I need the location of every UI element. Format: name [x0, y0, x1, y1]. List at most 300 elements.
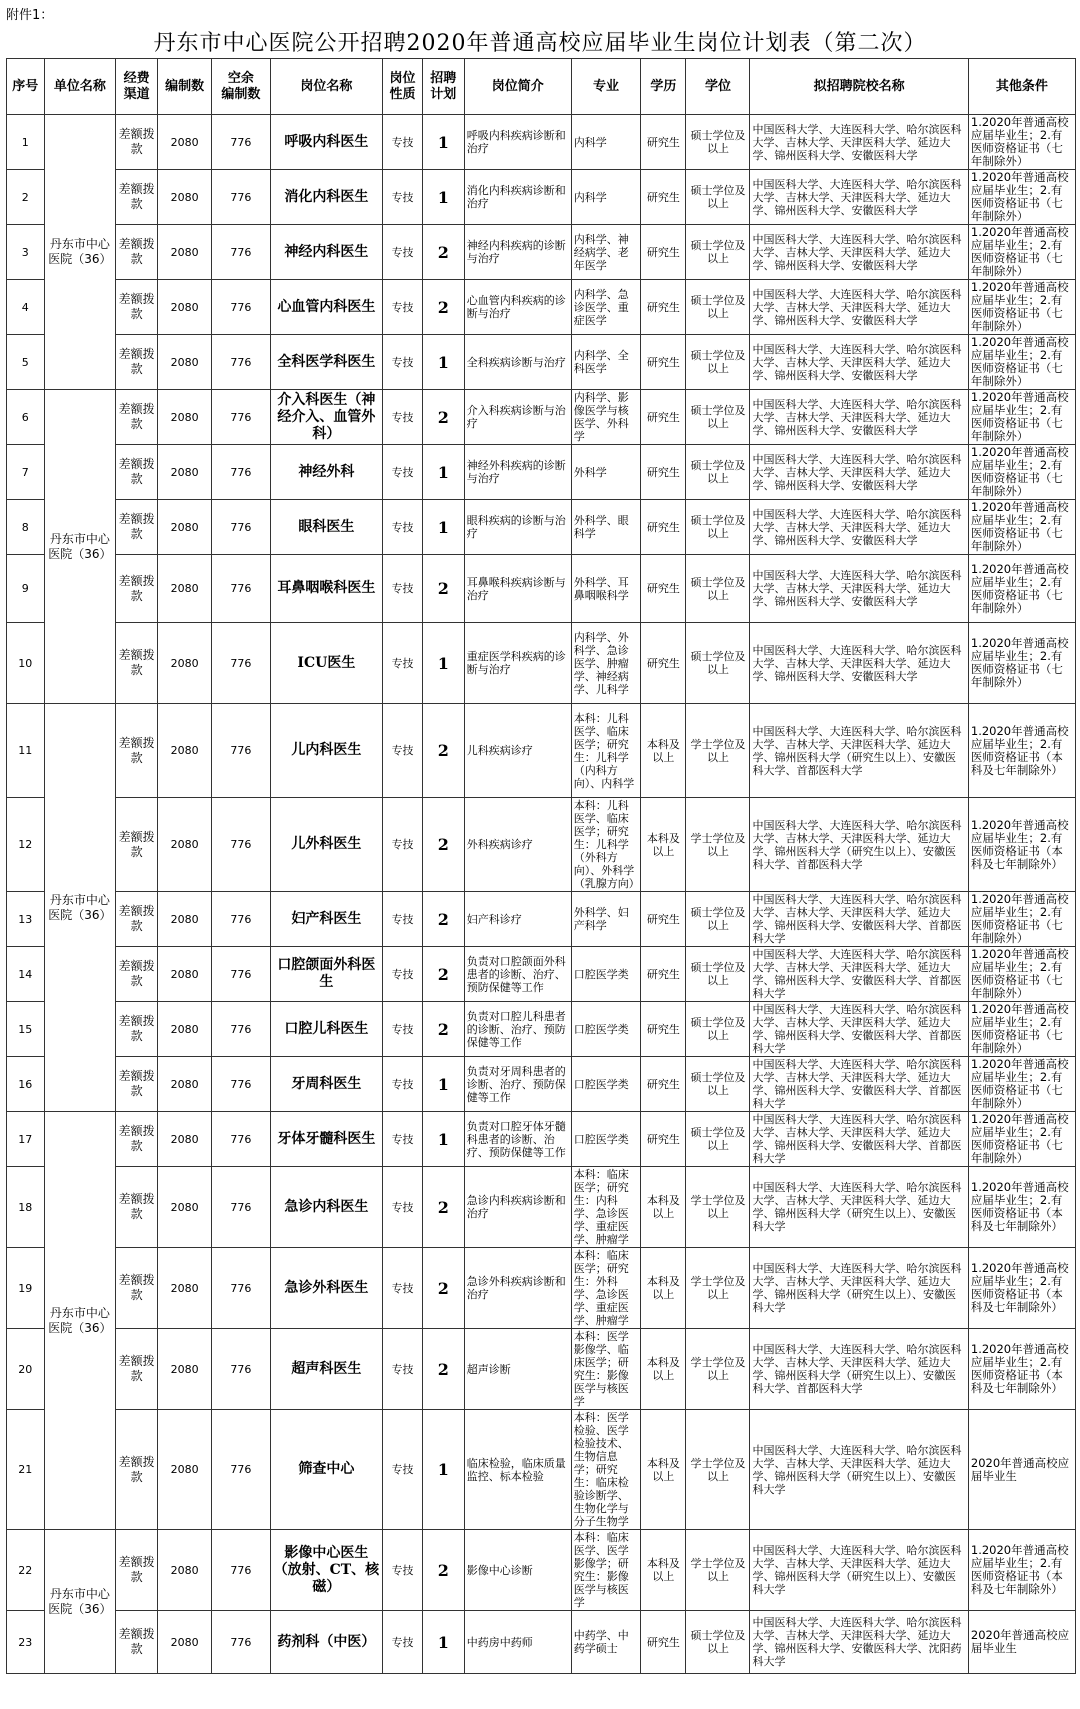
table-row — [7, 225, 1076, 280]
row-number: 11 — [7, 704, 45, 798]
vacant-quota: 776 — [212, 1112, 270, 1167]
row-number: 13 — [7, 892, 45, 947]
target-schools: 中国医科大学、大连医科大学、哈尔滨医科大学、吉林大学、天津医科大学、延边大学、锦州医科大学、安徽医科大学 — [750, 623, 968, 704]
header-fund: 经费 渠道 — [116, 59, 158, 115]
row-number: 19 — [7, 1248, 45, 1329]
staff-quota: 2080 — [158, 947, 212, 1002]
education: 研究生 — [641, 170, 686, 225]
degree: 硕士学位及以上 — [686, 892, 750, 947]
unit-name: 丹东市中心医院（36） — [44, 115, 116, 390]
vacant-quota: 776 — [212, 170, 270, 225]
position-description: 急诊外科疾病诊断和治疗 — [464, 1248, 571, 1329]
hiring-count: 2 — [422, 555, 464, 623]
other-conditions: 1.2020年普通高校应届毕业生；2.有医师资格证书（七年制除外） — [968, 1002, 1075, 1057]
row-number: 20 — [7, 1329, 45, 1410]
major: 口腔医学类 — [571, 1112, 641, 1167]
row-number: 3 — [7, 225, 45, 280]
staff-quota: 2080 — [158, 1329, 212, 1410]
position-name: 消化内科医生 — [270, 170, 383, 225]
position-description: 临床检验，临床质量监控、标本检验 — [464, 1410, 571, 1530]
vacant-quota: 776 — [212, 335, 270, 390]
hiring-count: 2 — [422, 1329, 464, 1410]
staff-quota: 2080 — [158, 115, 212, 170]
other-conditions: 1.2020年普通高校应届毕业生；2.有医师资格证书（七年制除外） — [968, 555, 1075, 623]
target-schools: 中国医科大学、大连医科大学、哈尔滨医科大学、吉林大学、天津医科大学、延边大学、锦州医科大学、安徽医科大学 — [750, 445, 968, 500]
position-name: 急诊外科医生 — [270, 1248, 383, 1329]
vacant-quota: 776 — [212, 225, 270, 280]
funding-channel: 差额拨款 — [116, 1611, 158, 1674]
funding-channel: 差额拨款 — [116, 280, 158, 335]
position-nature: 专技 — [383, 1112, 423, 1167]
position-nature: 专技 — [383, 892, 423, 947]
table-row — [7, 1530, 1076, 1611]
position-description: 中药房中药师 — [464, 1611, 571, 1674]
major: 口腔医学类 — [571, 1002, 641, 1057]
position-nature: 专技 — [383, 704, 423, 798]
position-description: 呼吸内科疾病诊断和治疗 — [464, 115, 571, 170]
hiring-count: 1 — [422, 1611, 464, 1674]
other-conditions: 1.2020年普通高校应届毕业生；2.有医师资格证书（七年制除外） — [968, 500, 1075, 555]
header-quota: 编制数 — [158, 59, 212, 115]
vacant-quota: 776 — [212, 390, 270, 445]
position-nature: 专技 — [383, 170, 423, 225]
degree: 硕士学位及以上 — [686, 445, 750, 500]
major: 口腔医学类 — [571, 947, 641, 1002]
staff-quota: 2080 — [158, 1611, 212, 1674]
position-description: 介入科疾病诊断与治疗 — [464, 390, 571, 445]
education: 研究生 — [641, 115, 686, 170]
staff-quota: 2080 — [158, 798, 212, 892]
position-description: 负责对口腔儿科患者的诊断、治疗、预防保健等工作 — [464, 1002, 571, 1057]
other-conditions: 1.2020年普通高校应届毕业生；2.有医师资格证书（本科及七年制除外） — [968, 1530, 1075, 1611]
funding-channel: 差额拨款 — [116, 170, 158, 225]
target-schools: 中国医科大学、大连医科大学、哈尔滨医科大学、吉林大学、天津医科大学、延边大学、锦州医科大学、安徽医科大学、首都医科大学 — [750, 1002, 968, 1057]
position-name: 牙周科医生 — [270, 1057, 383, 1112]
position-name: 儿外科医生 — [270, 798, 383, 892]
funding-channel: 差额拨款 — [116, 1057, 158, 1112]
table-row — [7, 1410, 1076, 1530]
vacant-quota: 776 — [212, 500, 270, 555]
target-schools: 中国医科大学、大连医科大学、哈尔滨医科大学、吉林大学、天津医科大学、延边大学、锦州医科大学、安徽医科大学 — [750, 280, 968, 335]
funding-channel: 差额拨款 — [116, 892, 158, 947]
header-degree: 学位 — [686, 59, 750, 115]
position-description: 儿科疾病诊疗 — [464, 704, 571, 798]
funding-channel: 差额拨款 — [116, 1410, 158, 1530]
education: 研究生 — [641, 555, 686, 623]
position-nature: 专技 — [383, 500, 423, 555]
target-schools: 中国医科大学、大连医科大学、哈尔滨医科大学、吉林大学、天津医科大学、延边大学、锦州医科大学（研究生以上）、安徽医科大学 — [750, 1530, 968, 1611]
position-nature: 专技 — [383, 555, 423, 623]
major: 内科学、外科学、急诊医学、肿瘤学、神经病学、儿科学 — [571, 623, 641, 704]
other-conditions: 1.2020年普通高校应届毕业生；2.有医师资格证书（七年制除外） — [968, 225, 1075, 280]
funding-channel: 差额拨款 — [116, 225, 158, 280]
vacant-quota: 776 — [212, 947, 270, 1002]
header-vacant: 空余 编制数 — [212, 59, 270, 115]
row-number: 10 — [7, 623, 45, 704]
target-schools: 中国医科大学、大连医科大学、哈尔滨医科大学、吉林大学、天津医科大学、延边大学、锦州医科大学、安徽医科大学、首都医科大学 — [750, 892, 968, 947]
major: 本科：医学检验、医学检验技术、生物信息学；研究生：临床检验诊断学、生物化学与分子生物学 — [571, 1410, 641, 1530]
row-number: 17 — [7, 1112, 45, 1167]
position-name: 药剂科（中医） — [270, 1611, 383, 1674]
table-row — [7, 892, 1076, 947]
table-row — [7, 170, 1076, 225]
education: 本科及以上 — [641, 1329, 686, 1410]
header-desc: 岗位简介 — [464, 59, 571, 115]
other-conditions: 2020年普通高校应届毕业生 — [968, 1410, 1075, 1530]
major: 本科：临床医学、医学影像学；研究生：影像医学与核医学 — [571, 1530, 641, 1611]
table-row — [7, 1248, 1076, 1329]
vacant-quota: 776 — [212, 1611, 270, 1674]
position-description: 负责对口腔颌面外科患者的诊断、治疗、预防保健等工作 — [464, 947, 571, 1002]
position-name: 神经内科医生 — [270, 225, 383, 280]
funding-channel: 差额拨款 — [116, 1329, 158, 1410]
position-description: 妇产科诊疗 — [464, 892, 571, 947]
attachment-label: 附件1： — [6, 8, 54, 23]
degree: 学士学位及以上 — [686, 1329, 750, 1410]
education: 研究生 — [641, 280, 686, 335]
header-schools: 拟招聘院校名称 — [750, 59, 968, 115]
degree: 硕士学位及以上 — [686, 225, 750, 280]
target-schools: 中国医科大学、大连医科大学、哈尔滨医科大学、吉林大学、天津医科大学、延边大学、锦州医科大学、安徽医科大学 — [750, 170, 968, 225]
target-schools: 中国医科大学、大连医科大学、哈尔滨医科大学、吉林大学、天津医科大学、延边大学、锦州医科大学（研究生以上）、安徽医科大学、首都医科大学 — [750, 704, 968, 798]
table-row — [7, 1057, 1076, 1112]
vacant-quota: 776 — [212, 704, 270, 798]
vacant-quota: 776 — [212, 1002, 270, 1057]
degree: 硕士学位及以上 — [686, 1611, 750, 1674]
row-number: 12 — [7, 798, 45, 892]
header-position: 岗位名称 — [270, 59, 383, 115]
position-nature: 专技 — [383, 225, 423, 280]
vacant-quota: 776 — [212, 1057, 270, 1112]
major: 本科：临床医学；研究生：内科学、急诊医学、重症医学、肿瘤学 — [571, 1167, 641, 1248]
degree: 硕士学位及以上 — [686, 170, 750, 225]
major: 中药学、中药学硕士 — [571, 1611, 641, 1674]
table-row — [7, 1112, 1076, 1167]
position-nature: 专技 — [383, 1002, 423, 1057]
position-description: 神经内科疾病的诊断与治疗 — [464, 225, 571, 280]
target-schools: 中国医科大学、大连医科大学、哈尔滨医科大学、吉林大学、天津医科大学、延边大学、锦州医科大学（研究生以上）、安徽医科大学 — [750, 1410, 968, 1530]
major: 外科学 — [571, 445, 641, 500]
recruitment-plan-table — [6, 58, 1076, 1674]
header-plan: 招聘 计划 — [422, 59, 464, 115]
hiring-count: 2 — [422, 390, 464, 445]
position-name: 眼科医生 — [270, 500, 383, 555]
target-schools: 中国医科大学、大连医科大学、哈尔滨医科大学、吉林大学、天津医科大学、延边大学、锦州医科大学、安徽医科大学 — [750, 555, 968, 623]
staff-quota: 2080 — [158, 704, 212, 798]
degree: 学士学位及以上 — [686, 1248, 750, 1329]
table-header-row — [7, 59, 1076, 115]
table-row — [7, 623, 1076, 704]
funding-channel: 差额拨款 — [116, 445, 158, 500]
header-unit: 单位名称 — [44, 59, 116, 115]
education: 研究生 — [641, 445, 686, 500]
position-nature: 专技 — [383, 335, 423, 390]
position-description: 眼科疾病的诊断与治疗 — [464, 500, 571, 555]
other-conditions: 1.2020年普通高校应届毕业生；2.有医师资格证书（七年制除外） — [968, 892, 1075, 947]
staff-quota: 2080 — [158, 500, 212, 555]
other-conditions: 1.2020年普通高校应届毕业生；2.有医师资格证书（七年制除外） — [968, 170, 1075, 225]
position-description: 心血管内科疾病的诊断与治疗 — [464, 280, 571, 335]
education: 研究生 — [641, 500, 686, 555]
other-conditions: 1.2020年普通高校应届毕业生；2.有医师资格证书（七年制除外） — [968, 115, 1075, 170]
other-conditions: 1.2020年普通高校应届毕业生；2.有医师资格证书（本科及七年制除外） — [968, 1329, 1075, 1410]
major: 外科学、眼科学 — [571, 500, 641, 555]
staff-quota: 2080 — [158, 225, 212, 280]
unit-name: 丹东市中心医院（36） — [44, 1112, 116, 1530]
row-number: 5 — [7, 335, 45, 390]
staff-quota: 2080 — [158, 1248, 212, 1329]
hiring-count: 2 — [422, 798, 464, 892]
degree: 硕士学位及以上 — [686, 1002, 750, 1057]
other-conditions: 1.2020年普通高校应届毕业生；2.有医师资格证书（七年制除外） — [968, 280, 1075, 335]
unit-name: 丹东市中心医院（36） — [44, 390, 116, 704]
row-number: 4 — [7, 280, 45, 335]
row-number: 14 — [7, 947, 45, 1002]
position-nature: 专技 — [383, 1329, 423, 1410]
table-row — [7, 798, 1076, 892]
position-nature: 专技 — [383, 115, 423, 170]
position-nature: 专技 — [383, 1057, 423, 1112]
hiring-count: 1 — [422, 115, 464, 170]
position-description: 负责对口腔牙体牙髓科患者的诊断、治疗、预防保健等工作 — [464, 1112, 571, 1167]
major: 本科：儿科医学、临床医学；研究生：儿科学（内科方向）、内科学 — [571, 704, 641, 798]
vacant-quota: 776 — [212, 623, 270, 704]
staff-quota: 2080 — [158, 1410, 212, 1530]
other-conditions: 1.2020年普通高校应届毕业生；2.有医师资格证书（七年制除外） — [968, 1112, 1075, 1167]
table-row — [7, 335, 1076, 390]
hiring-count: 1 — [422, 335, 464, 390]
funding-channel: 差额拨款 — [116, 555, 158, 623]
vacant-quota: 776 — [212, 798, 270, 892]
funding-channel: 差额拨款 — [116, 704, 158, 798]
position-name: 呼吸内科医生 — [270, 115, 383, 170]
hiring-count: 1 — [422, 500, 464, 555]
target-schools: 中国医科大学、大连医科大学、哈尔滨医科大学、吉林大学、天津医科大学、延边大学、锦州医科大学（研究生以上）、安徽医科大学 — [750, 1167, 968, 1248]
position-name: 全科医学科医生 — [270, 335, 383, 390]
major: 内科学 — [571, 115, 641, 170]
row-number: 1 — [7, 115, 45, 170]
major: 本科：医学影像学、临床医学；研究生：影像医学与核医学 — [571, 1329, 641, 1410]
position-description: 全科疾病诊断与治疗 — [464, 335, 571, 390]
funding-channel: 差额拨款 — [116, 390, 158, 445]
degree: 硕士学位及以上 — [686, 555, 750, 623]
hiring-count: 2 — [422, 704, 464, 798]
funding-channel: 差额拨款 — [116, 1002, 158, 1057]
other-conditions: 1.2020年普通高校应届毕业生；2.有医师资格证书（七年制除外） — [968, 947, 1075, 1002]
row-number: 9 — [7, 555, 45, 623]
row-number: 16 — [7, 1057, 45, 1112]
table-row — [7, 1167, 1076, 1248]
position-name: 口腔儿科医生 — [270, 1002, 383, 1057]
major: 内科学、全科医学 — [571, 335, 641, 390]
major: 内科学、神经病学、老年医学 — [571, 225, 641, 280]
position-description: 消化内科疾病诊断和治疗 — [464, 170, 571, 225]
row-number: 7 — [7, 445, 45, 500]
page-title: 丹东市中心医院公开招聘2020年普通高校应届毕业生岗位计划表（第二次） — [153, 31, 927, 56]
other-conditions: 1.2020年普通高校应届毕业生；2.有医师资格证书（本科及七年制除外） — [968, 798, 1075, 892]
funding-channel: 差额拨款 — [116, 947, 158, 1002]
degree: 硕士学位及以上 — [686, 947, 750, 1002]
staff-quota: 2080 — [158, 623, 212, 704]
degree: 学士学位及以上 — [686, 704, 750, 798]
staff-quota: 2080 — [158, 1167, 212, 1248]
row-number: 6 — [7, 390, 45, 445]
position-nature: 专技 — [383, 445, 423, 500]
position-description: 重症医学科疾病的诊断与治疗 — [464, 623, 571, 704]
unit-name: 丹东市中心医院（36） — [44, 704, 116, 1112]
position-name: 急诊内科医生 — [270, 1167, 383, 1248]
major: 本科：儿科医学、临床医学；研究生：儿科学（外科方向）、外科学（乳腺方向） — [571, 798, 641, 892]
vacant-quota: 776 — [212, 1329, 270, 1410]
position-name: 牙体牙髓科医生 — [270, 1112, 383, 1167]
degree: 硕士学位及以上 — [686, 390, 750, 445]
unit-name: 丹东市中心医院（36） — [44, 1530, 116, 1674]
education: 研究生 — [641, 225, 686, 280]
position-description: 超声诊断 — [464, 1329, 571, 1410]
row-number: 8 — [7, 500, 45, 555]
education: 研究生 — [641, 1112, 686, 1167]
major: 内科学 — [571, 170, 641, 225]
target-schools: 中国医科大学、大连医科大学、哈尔滨医科大学、吉林大学、天津医科大学、延边大学、锦州医科大学、安徽医科大学 — [750, 390, 968, 445]
position-name: 超声科医生 — [270, 1329, 383, 1410]
education: 研究生 — [641, 1002, 686, 1057]
other-conditions: 1.2020年普通高校应届毕业生；2.有医师资格证书（七年制除外） — [968, 623, 1075, 704]
education: 研究生 — [641, 1611, 686, 1674]
other-conditions: 1.2020年普通高校应届毕业生；2.有医师资格证书（本科及七年制除外） — [968, 704, 1075, 798]
target-schools: 中国医科大学、大连医科大学、哈尔滨医科大学、吉林大学、天津医科大学、延边大学、锦州医科大学、安徽医科大学 — [750, 225, 968, 280]
funding-channel: 差额拨款 — [116, 1112, 158, 1167]
table-row — [7, 1611, 1076, 1674]
degree: 学士学位及以上 — [686, 1530, 750, 1611]
funding-channel: 差额拨款 — [116, 1248, 158, 1329]
header-nature: 岗位 性质 — [383, 59, 423, 115]
vacant-quota: 776 — [212, 892, 270, 947]
education: 研究生 — [641, 947, 686, 1002]
education: 研究生 — [641, 335, 686, 390]
position-name: 心血管内科医生 — [270, 280, 383, 335]
hiring-count: 2 — [422, 1167, 464, 1248]
staff-quota: 2080 — [158, 280, 212, 335]
table-row — [7, 704, 1076, 798]
target-schools: 中国医科大学、大连医科大学、哈尔滨医科大学、吉林大学、天津医科大学、延边大学、锦州医科大学、安徽医科大学 — [750, 115, 968, 170]
funding-channel: 差额拨款 — [116, 1530, 158, 1611]
position-nature: 专技 — [383, 1167, 423, 1248]
position-description: 急诊内科疾病诊断和治疗 — [464, 1167, 571, 1248]
vacant-quota: 776 — [212, 1248, 270, 1329]
position-nature: 专技 — [383, 1530, 423, 1611]
funding-channel: 差额拨款 — [116, 1167, 158, 1248]
education: 本科及以上 — [641, 1530, 686, 1611]
table-row — [7, 947, 1076, 1002]
degree: 学士学位及以上 — [686, 1167, 750, 1248]
staff-quota: 2080 — [158, 335, 212, 390]
staff-quota: 2080 — [158, 170, 212, 225]
table-row — [7, 500, 1076, 555]
hiring-count: 2 — [422, 280, 464, 335]
position-nature: 专技 — [383, 390, 423, 445]
education: 研究生 — [641, 623, 686, 704]
funding-channel: 差额拨款 — [116, 335, 158, 390]
target-schools: 中国医科大学、大连医科大学、哈尔滨医科大学、吉林大学、天津医科大学、延边大学、锦州医科大学、安徽医科大学、首都医科大学 — [750, 1112, 968, 1167]
education: 本科及以上 — [641, 1410, 686, 1530]
vacant-quota: 776 — [212, 115, 270, 170]
position-nature: 专技 — [383, 1410, 423, 1530]
target-schools: 中国医科大学、大连医科大学、哈尔滨医科大学、吉林大学、天津医科大学、延边大学、锦州医科大学、安徽医科大学、首都医科大学 — [750, 1057, 968, 1112]
table-row — [7, 445, 1076, 500]
hiring-count: 1 — [422, 170, 464, 225]
table-row — [7, 280, 1076, 335]
row-number: 15 — [7, 1002, 45, 1057]
position-nature: 专技 — [383, 1248, 423, 1329]
vacant-quota: 776 — [212, 1410, 270, 1530]
position-name: 耳鼻咽喉科医生 — [270, 555, 383, 623]
degree: 硕士学位及以上 — [686, 1112, 750, 1167]
target-schools: 中国医科大学、大连医科大学、哈尔滨医科大学、吉林大学、天津医科大学、延边大学、锦州医科大学、安徽医科大学 — [750, 335, 968, 390]
position-nature: 专技 — [383, 280, 423, 335]
hiring-count: 2 — [422, 1530, 464, 1611]
hiring-count: 2 — [422, 1248, 464, 1329]
hiring-count: 1 — [422, 1057, 464, 1112]
position-name: ICU医生 — [270, 623, 383, 704]
staff-quota: 2080 — [158, 445, 212, 500]
other-conditions: 1.2020年普通高校应届毕业生；2.有医师资格证书（七年制除外） — [968, 335, 1075, 390]
table-row — [7, 1329, 1076, 1410]
staff-quota: 2080 — [158, 1057, 212, 1112]
target-schools: 中国医科大学、大连医科大学、哈尔滨医科大学、吉林大学、天津医科大学、延边大学、锦州医科大学、安徽医科大学、沈阳药科大学 — [750, 1611, 968, 1674]
vacant-quota: 776 — [212, 445, 270, 500]
staff-quota: 2080 — [158, 892, 212, 947]
table-row — [7, 115, 1076, 170]
other-conditions: 1.2020年普通高校应届毕业生；2.有医师资格证书（本科及七年制除外） — [968, 1167, 1075, 1248]
degree: 硕士学位及以上 — [686, 1057, 750, 1112]
vacant-quota: 776 — [212, 555, 270, 623]
position-description: 影像中心诊断 — [464, 1530, 571, 1611]
hiring-count: 1 — [422, 623, 464, 704]
hiring-count: 1 — [422, 445, 464, 500]
major: 内科学、急诊医学、重症医学 — [571, 280, 641, 335]
vacant-quota: 776 — [212, 280, 270, 335]
target-schools: 中国医科大学、大连医科大学、哈尔滨医科大学、吉林大学、天津医科大学、延边大学、锦州医科大学、安徽医科大学、首都医科大学 — [750, 947, 968, 1002]
header-major: 专业 — [571, 59, 641, 115]
position-description: 神经外科疾病的诊断与治疗 — [464, 445, 571, 500]
vacant-quota: 776 — [212, 1167, 270, 1248]
position-name: 妇产科医生 — [270, 892, 383, 947]
funding-channel: 差额拨款 — [116, 115, 158, 170]
major: 外科学、耳鼻咽喉科学 — [571, 555, 641, 623]
hiring-count: 2 — [422, 1002, 464, 1057]
other-conditions: 1.2020年普通高校应届毕业生；2.有医师资格证书（七年制除外） — [968, 390, 1075, 445]
hiring-count: 1 — [422, 1410, 464, 1530]
position-nature: 专技 — [383, 798, 423, 892]
position-description: 负责对牙周科患者的诊断、治疗、预防保健等工作 — [464, 1057, 571, 1112]
education: 研究生 — [641, 390, 686, 445]
target-schools: 中国医科大学、大连医科大学、哈尔滨医科大学、吉林大学、天津医科大学、延边大学、锦州医科大学（研究生以上）、安徽医科大学 — [750, 1248, 968, 1329]
degree: 学士学位及以上 — [686, 798, 750, 892]
degree: 硕士学位及以上 — [686, 500, 750, 555]
row-number: 21 — [7, 1410, 45, 1530]
other-conditions: 1.2020年普通高校应届毕业生；2.有医师资格证书（七年制除外） — [968, 1057, 1075, 1112]
position-name: 影像中心医生（放射、CT、核磁） — [270, 1530, 383, 1611]
position-name: 介入科医生（神经介入、血管外科） — [270, 390, 383, 445]
funding-channel: 差额拨款 — [116, 623, 158, 704]
degree: 硕士学位及以上 — [686, 623, 750, 704]
row-number: 22 — [7, 1530, 45, 1611]
major: 口腔医学类 — [571, 1057, 641, 1112]
degree: 硕士学位及以上 — [686, 280, 750, 335]
vacant-quota: 776 — [212, 1530, 270, 1611]
table-row — [7, 1002, 1076, 1057]
funding-channel: 差额拨款 — [116, 500, 158, 555]
